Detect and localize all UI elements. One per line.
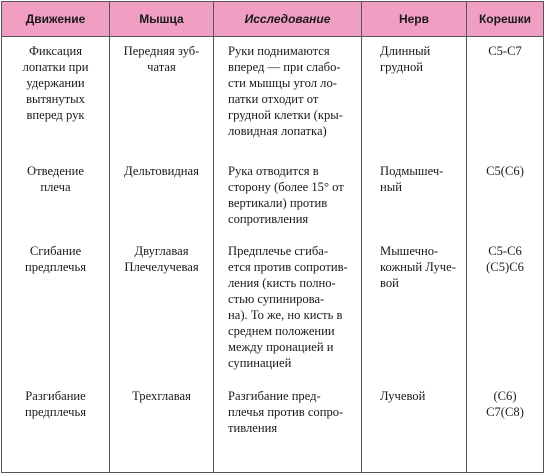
- muscle-cell: Дельтовидная: [124, 164, 199, 178]
- header-test: Исследование: [214, 2, 362, 37]
- nerve-cell: Лучевой: [380, 389, 426, 403]
- table-row: [2, 157, 544, 237]
- test-cell: Разгибание пред- плечья против сопро- тивления: [228, 389, 344, 435]
- header-movement: Движение: [2, 2, 110, 37]
- roots-cell: C5(C6): [486, 164, 524, 178]
- nerve-cell: Подмышеч- ный: [380, 164, 444, 194]
- table-header-row: [2, 2, 544, 37]
- roots-cell: (C6) C7(C8): [486, 389, 524, 419]
- muscle-examination-table: [1, 1, 544, 473]
- table-row: [2, 382, 544, 473]
- movement-cell: Фиксация лопатки при удержании вытянутых вперед рук: [22, 44, 89, 122]
- header-roots: Корешки: [467, 2, 544, 37]
- test-cell: Предплечье сгиба- ется против сопротив- ления (кисть полно- стью супинирова- на). То же, но кисть в среднем положении между пронацией и супинацией: [228, 244, 348, 370]
- table-row: [2, 37, 544, 158]
- test-cell: Руки поднимаются вперед — при слабо- сти мышцы угол ло- патки отходит от грудной клетки (кры- ловидная лопатка): [228, 44, 343, 138]
- test-cell: Рука отводится в сторону (более 15° от вертикали) против сопротивления: [228, 164, 344, 226]
- nerve-cell: Длинный грудной: [380, 44, 431, 74]
- movement-cell: Отведение плеча: [27, 164, 84, 194]
- roots-cell: C5-C7: [488, 44, 522, 58]
- table-row: [2, 237, 544, 382]
- header-muscle: Мышца: [110, 2, 214, 37]
- muscle-cell: Двуглавая Плечелучевая: [124, 244, 199, 274]
- header-nerve: Нерв: [362, 2, 467, 37]
- movement-cell: Сгибание предплечья: [24, 244, 87, 274]
- nerve-cell: Мышечно- кожный Луче- вой: [380, 244, 456, 290]
- roots-cell: C5-C6 (C5)C6: [486, 244, 524, 274]
- muscle-cell: Трехглавая: [132, 389, 191, 403]
- movement-cell: Разгибание предплечья: [24, 389, 87, 419]
- muscle-cell: Передняя зуб- чатая: [123, 44, 200, 74]
